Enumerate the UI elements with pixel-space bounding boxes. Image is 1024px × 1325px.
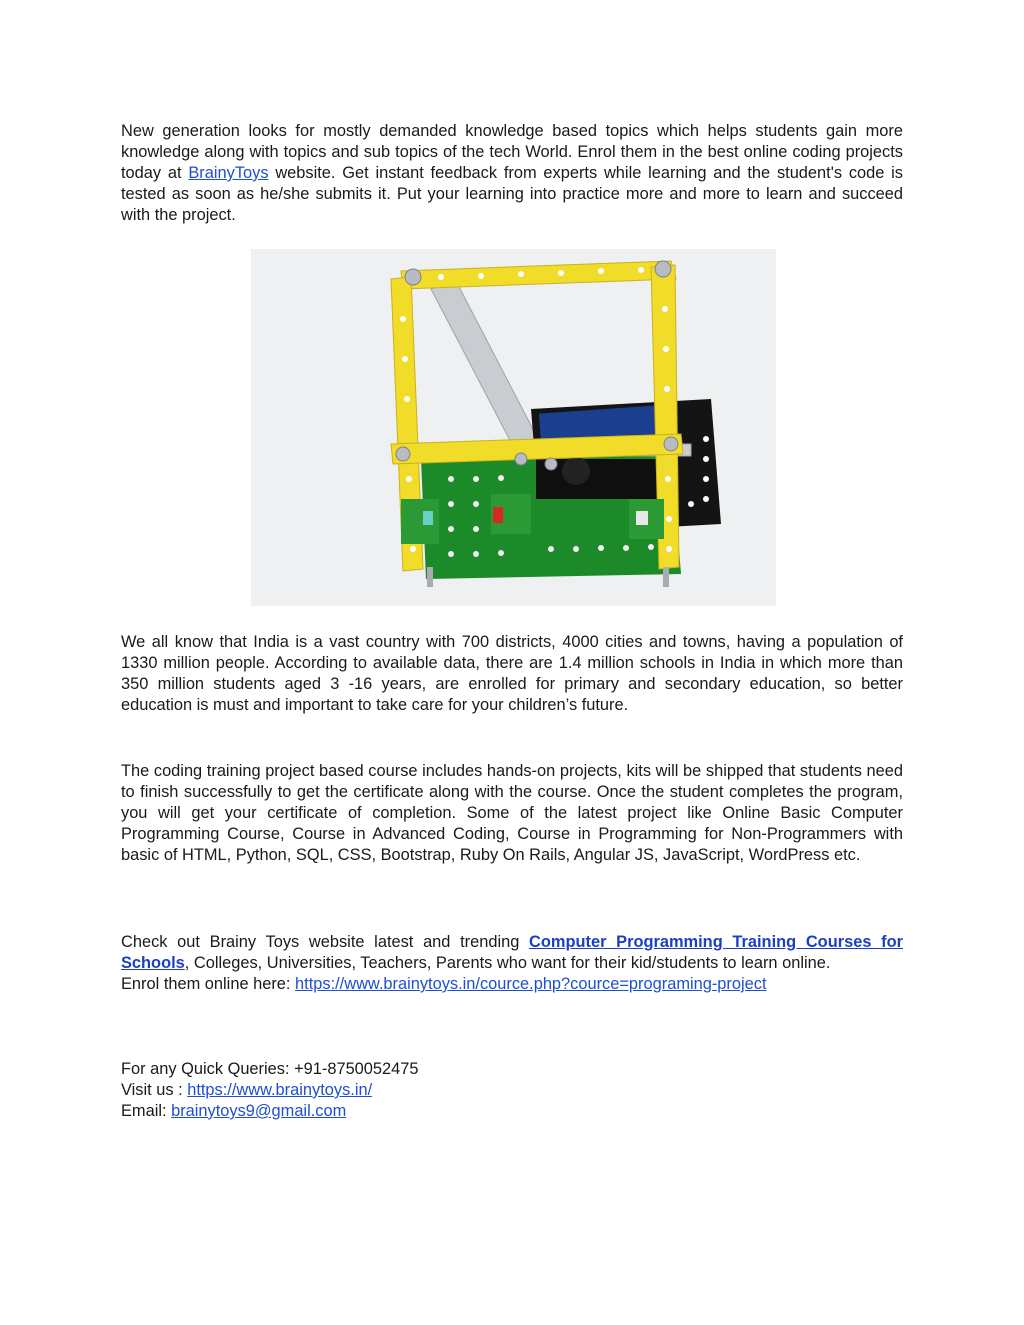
cta-text-end: , Colleges, Universities, Teachers, Parents who want for their kid/students to learn online.: [184, 954, 831, 972]
intro-text-end: website. Get instant feedback from experts while learning and the student's code is tested as soon as he/she submits it. Put your learning into practice more and more to learn and succeed with the project.: [121, 164, 903, 224]
enrol-link[interactable]: https://www.brainytoys.in/cource.php?cource=programing-project: [295, 975, 767, 993]
robot-kit-photo: [251, 249, 776, 606]
cta-text-start: Check out Brainy Toys website latest and trending: [121, 933, 530, 951]
enrol-label: Enrol them online here:: [121, 975, 296, 993]
intro-text-start: New generation looks for mostly demanded knowledge based topics which helps students gain more knowledge along with topics and sub topics of the tech World. Enrol them in the best online coding projects today at: [121, 122, 903, 182]
visit-label: Visit us :: [121, 1081, 188, 1099]
india-education-paragraph: We all know that India is a vast country with 700 districts, 4000 cities and towns, having a population of 1330 million people. According to available data, there are 1.4 million schools in India in which more than 350 million students aged 3 -16 years, are enrolled for primary and secondary education, so better education is must and important to take care for your children’s future.: [121, 633, 903, 714]
website-link[interactable]: https://www.brainytoys.in/: [187, 1081, 373, 1099]
quick-queries: For any Quick Queries: +91-8750052475: [121, 1060, 419, 1078]
intro-paragraph: [121, 121, 903, 226]
brainytoys-link[interactable]: BrainyToys: [188, 164, 269, 182]
email-link[interactable]: brainytoys9@gmail.com: [171, 1102, 347, 1120]
course-description-paragraph: The coding training project based course includes hands-on projects, kits will be shipped that students need to finish successfully to get the certificate along with the course. Once the student completes the program, you will get your certificate of completion. Some of the latest project like Online Basic Computer Programming Course, Course in Advanced Coding, Course in Programming for Non-Programmers with basic of HTML, Python, SQL, CSS, Bootstrap, Ruby On Rails, Angular JS, JavaScript, WordPress etc.: [121, 762, 903, 864]
cta-paragraph: [121, 932, 903, 995]
visit-us-line: [121, 1080, 372, 1101]
email-label: Email:: [121, 1102, 172, 1120]
courses-for-schools-link[interactable]: Computer Programming Training Courses for Schools: [121, 933, 903, 972]
email-line: [121, 1101, 346, 1122]
